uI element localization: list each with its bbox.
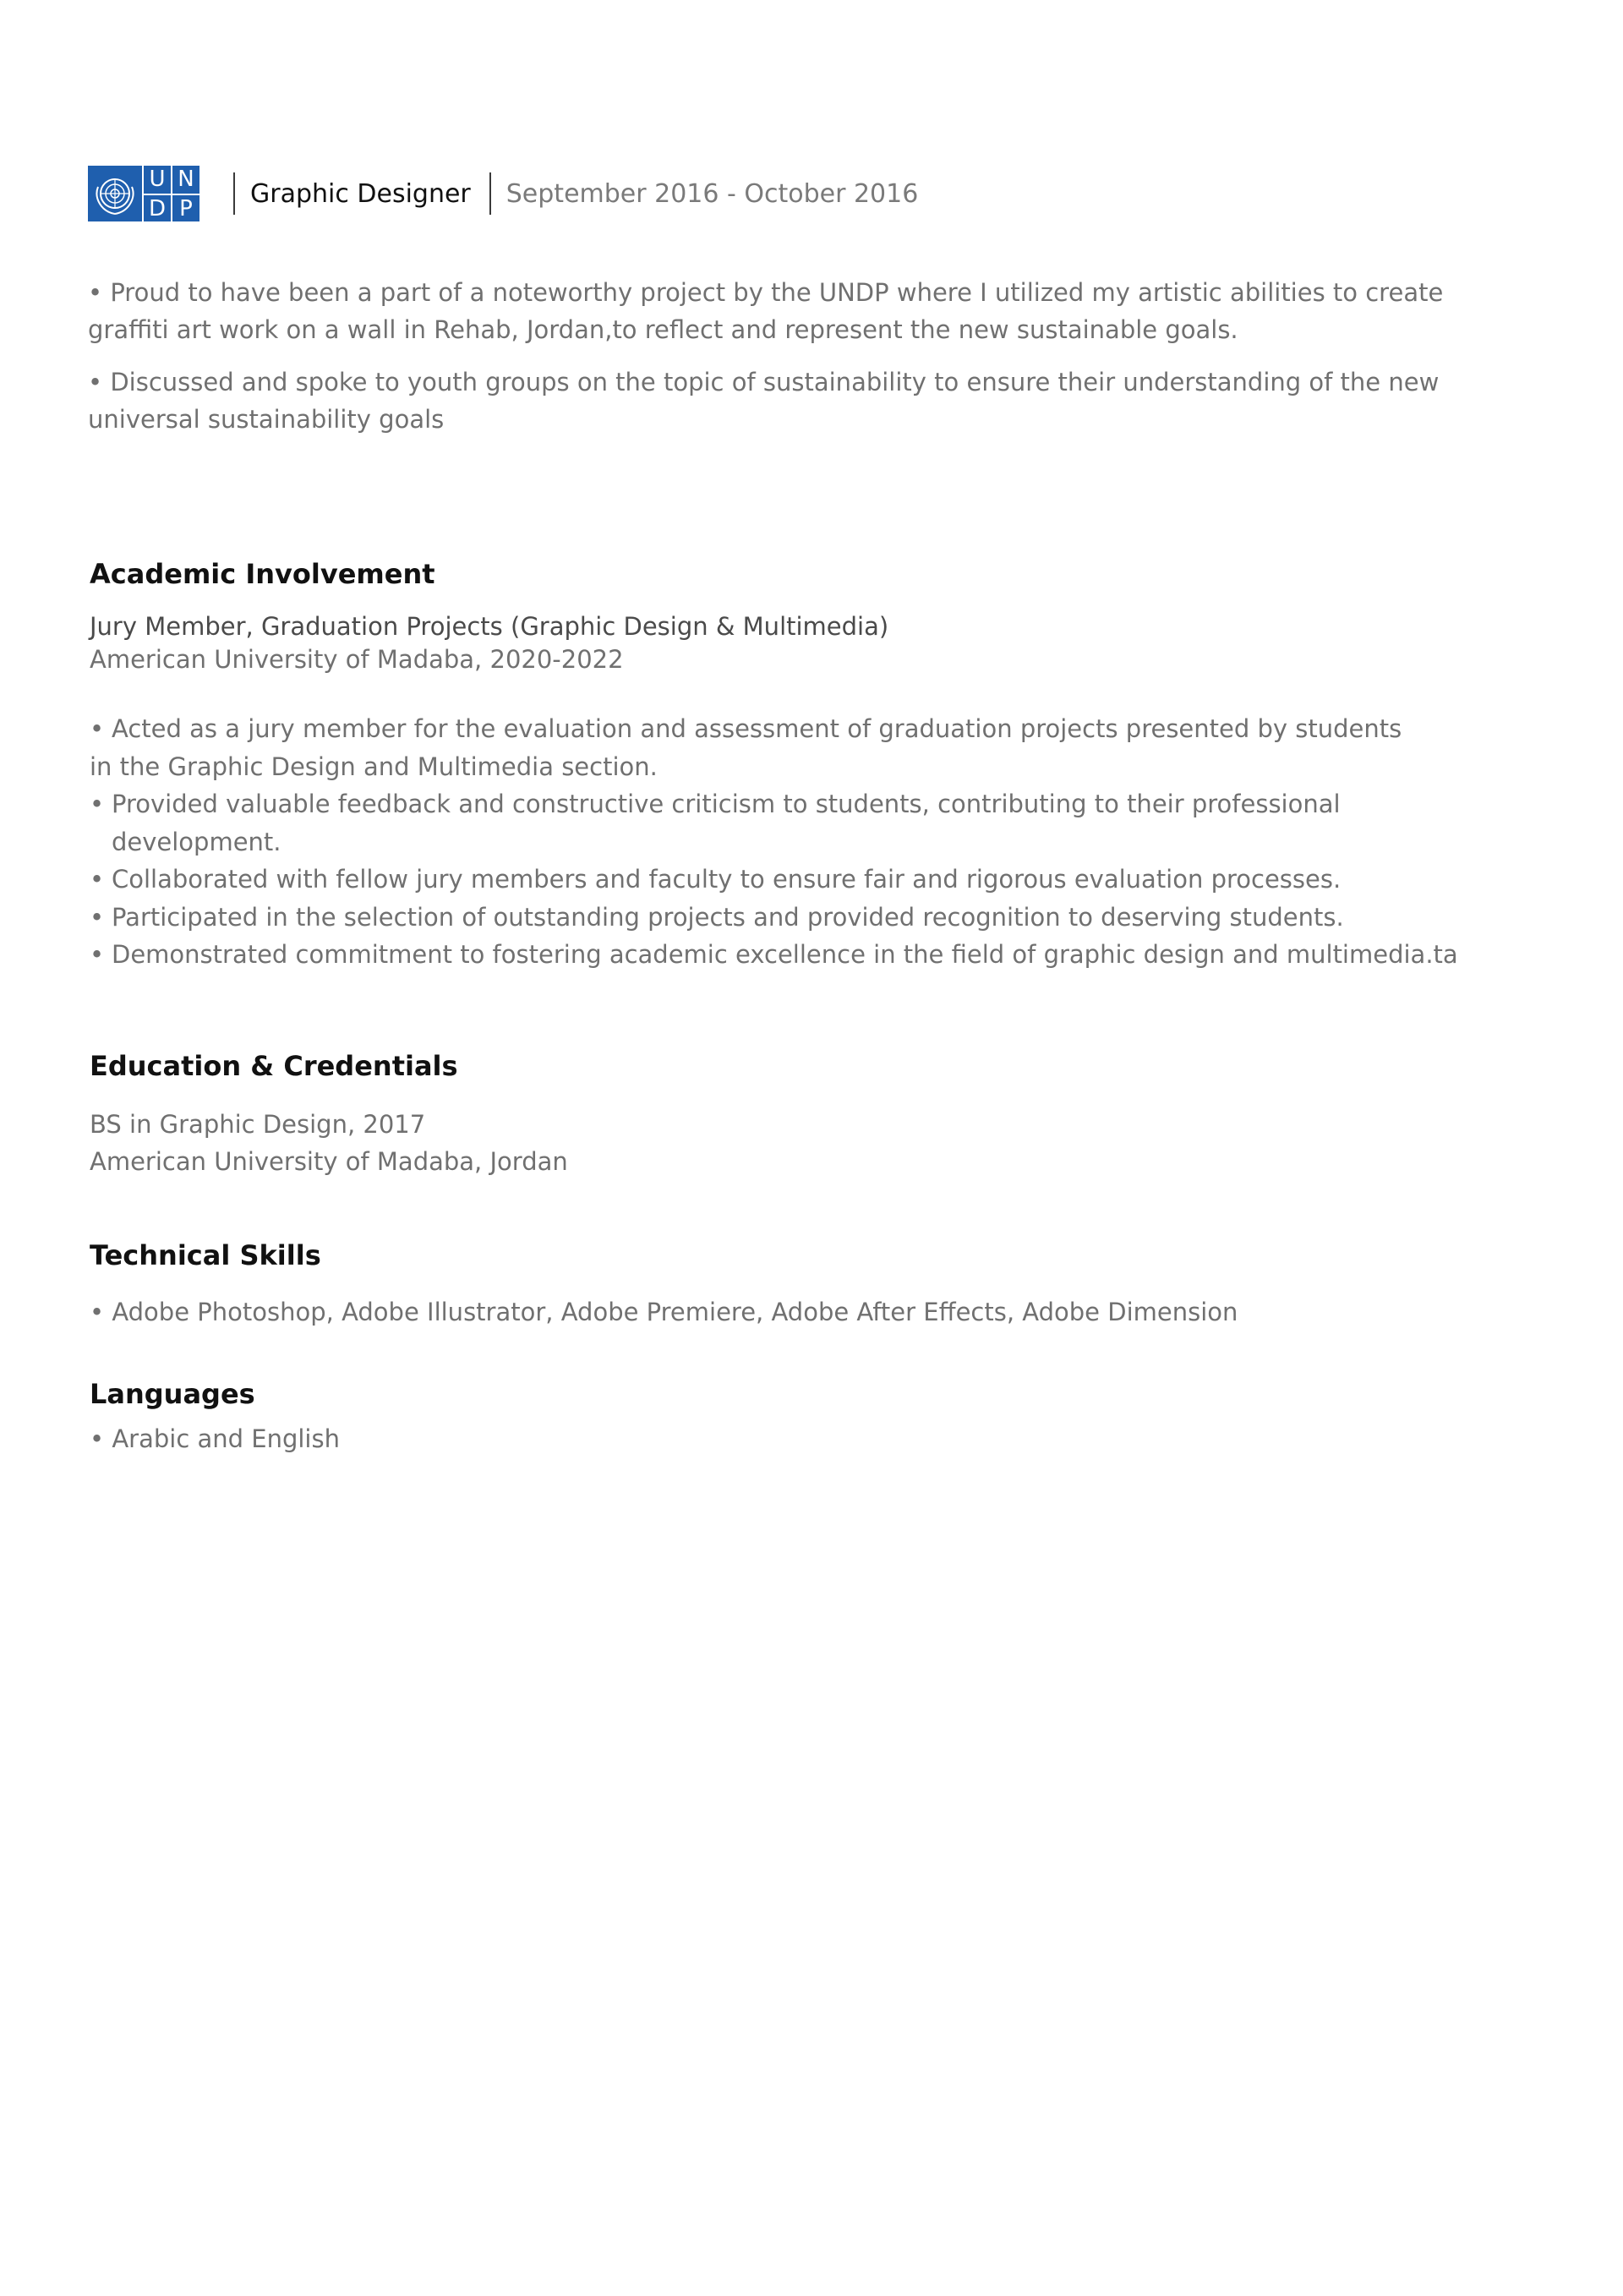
experience-bullet: • Proud to have been a part of a noteworthy project by the UNDP where I utilized my artistic abilities to create graffiti art work on a wall in Rehab, Jordan,to reflect and represent the new sustainable goals.	[88, 278, 1444, 344]
un-emblem-icon	[88, 166, 142, 221]
education-school: American University of Madaba, Jordan	[90, 1147, 568, 1176]
list-item: • Acted as a jury member for the evaluation and assessment of graduation projects presented by students in the Graphic Design and Multimedia section.	[90, 710, 1464, 785]
job-dates: September 2016 - October 2016	[505, 178, 919, 209]
logo-letter: N	[171, 166, 199, 195]
education-degree: BS in Graphic Design, 2017	[90, 1110, 426, 1139]
section-heading-skills: Technical Skills	[90, 1239, 321, 1271]
divider	[233, 172, 235, 215]
section-heading-languages: Languages	[90, 1378, 255, 1410]
undp-letters	[142, 166, 199, 221]
experience-bullet: • Discussed and spoke to youth groups on the topic of sustainability to ensure their understanding of the new universal sustainability goals	[88, 368, 1440, 434]
divider	[489, 172, 491, 215]
section-heading-academic: Academic Involvement	[90, 558, 435, 590]
list-item: • Participated in the selection of outstanding projects and provided recognition to deserving students.	[90, 899, 1464, 937]
languages-text: • Arabic and English	[90, 1424, 340, 1453]
section-heading-education: Education & Credentials	[90, 1050, 458, 1082]
job-title: Graphic Designer	[250, 178, 471, 209]
list-item: • Provided valuable feedback and constructive criticism to students, contributing to their professional development.	[90, 785, 1464, 861]
skills-text: • Adobe Photoshop, Adobe Illustrator, Adobe Premiere, Adobe After Effects, Adobe Dimension	[90, 1298, 1238, 1326]
academic-bullet-list	[90, 710, 1464, 974]
logo-letter: P	[171, 195, 199, 223]
logo-letter: D	[142, 195, 171, 223]
experience-header	[88, 166, 918, 221]
list-item: • Demonstrated commitment to fostering academic excellence in the field of graphic design and multimedia.ta	[90, 936, 1464, 974]
list-item: • Collaborated with fellow jury members and faculty to ensure fair and rigorous evaluation processes.	[90, 861, 1464, 899]
academic-role: Jury Member, Graduation Projects (Graphic Design & Multimedia)	[90, 612, 889, 641]
academic-institution: American University of Madaba, 2020-2022	[90, 645, 624, 674]
logo-letter: U	[142, 166, 171, 195]
undp-logo	[88, 166, 199, 221]
